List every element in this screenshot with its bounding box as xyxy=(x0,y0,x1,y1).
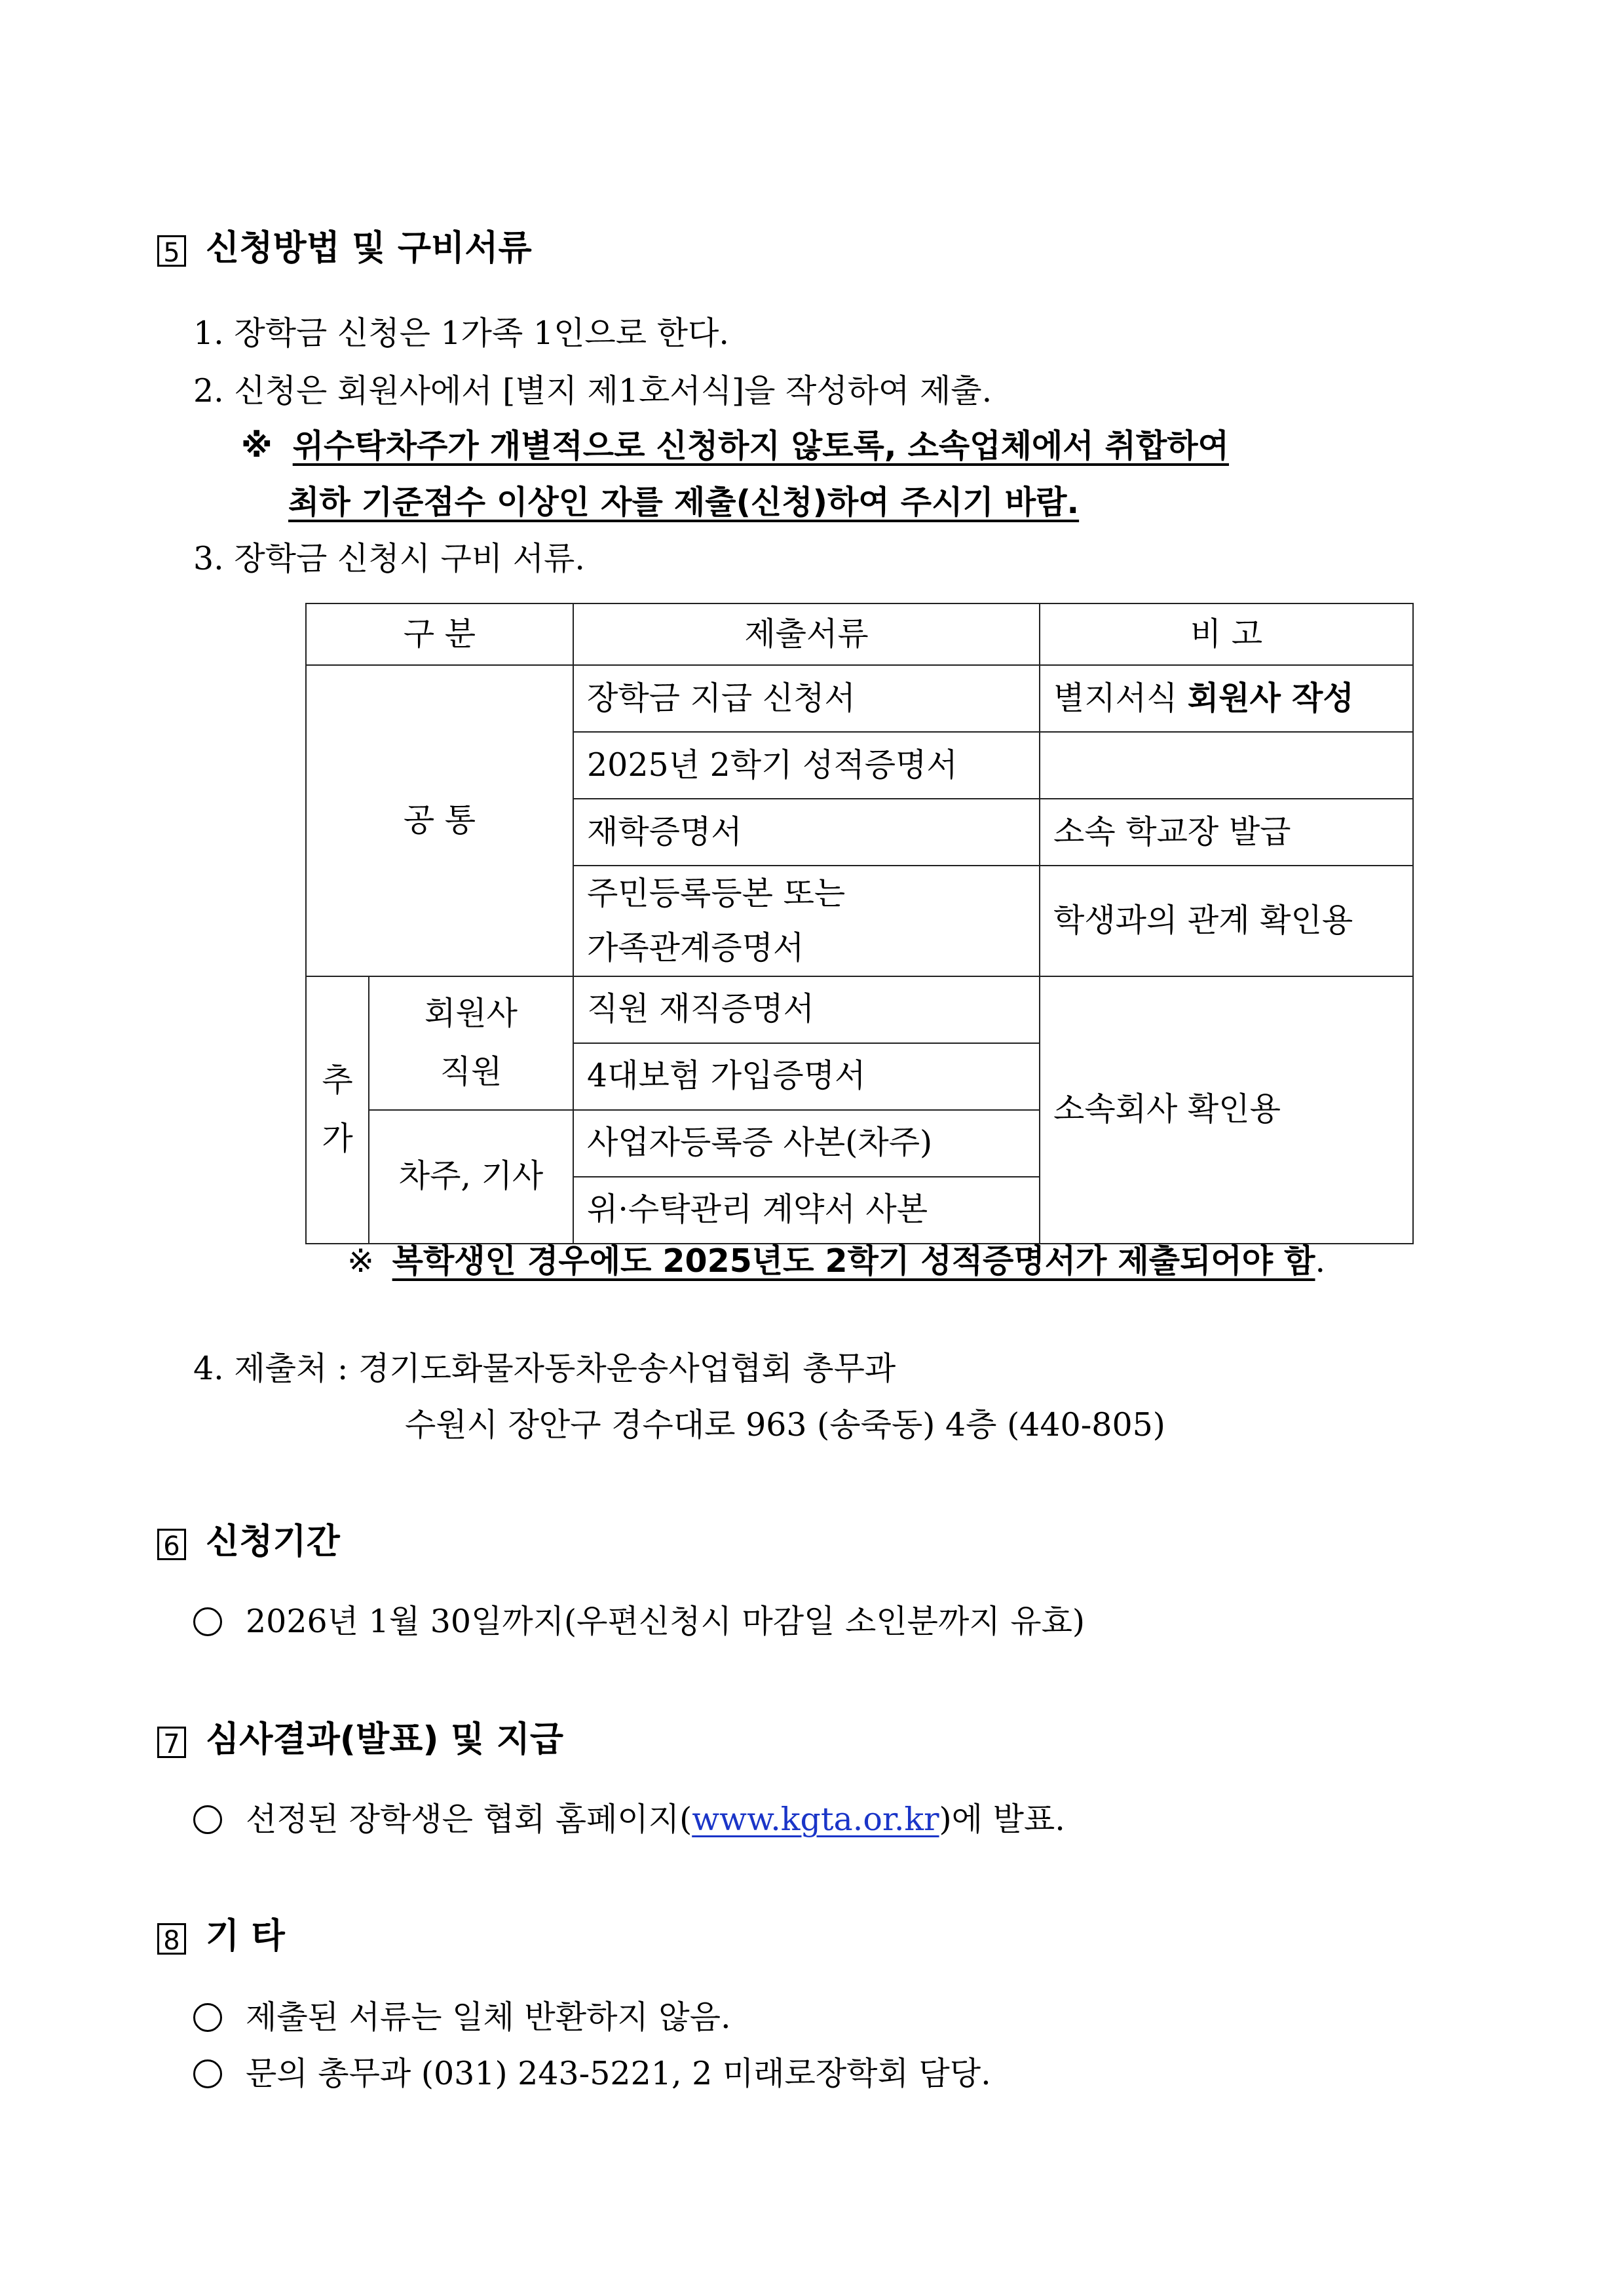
table-footnote: ※ 복학생인 경우에도 2025년도 2학기 성적증명서가 제출되어야 함. xyxy=(347,1242,1326,1280)
list-item: 선정된 장학생은 협회 홈페이지(www.kgta.or.kr)에 발표. xyxy=(193,1803,1065,1837)
extra-category-cell: 추 가 xyxy=(306,976,369,1244)
remark-cell: 소속 학교장 발급 xyxy=(1040,799,1413,866)
section-number-box: 7 xyxy=(157,1727,186,1758)
homepage-link[interactable]: www.kgta.or.kr xyxy=(692,1801,939,1838)
list-item: 1. 장학금 신청은 1가족 1인으로 한다. xyxy=(193,315,729,352)
header-documents: 제출서류 xyxy=(573,603,1040,665)
table-row xyxy=(306,976,1413,1043)
document-cell: 2025년 2학기 성적증명서 xyxy=(573,732,1040,799)
remark-cell: 학생과의 관계 확인용 xyxy=(1040,866,1413,976)
header-category: 구 분 xyxy=(306,603,573,665)
common-category-cell: 공 통 xyxy=(306,665,573,976)
notice-text: 위수탁차주가 개별적으로 신청하지 않토록, 소속업체에서 취합하여 xyxy=(292,427,1229,465)
list-item: 2026년 1월 30일까지(우편신청시 마감일 소인분까지 유효) xyxy=(193,1605,1085,1639)
list-item: 문의 총무과 (031) 243-5221, 2 미래로장학회 담당. xyxy=(193,2057,991,2091)
document-cell: 4대보험 가입증명서 xyxy=(573,1043,1040,1110)
remark-cell xyxy=(1040,732,1413,799)
circle-bullet-icon xyxy=(193,2003,222,2032)
document-cell: 주민등록등본 또는 가족관계증명서 xyxy=(573,866,1040,976)
list-item: 2. 신청은 회원사에서 [별지 제1호서식]을 작성하여 제출. xyxy=(193,372,992,410)
section-7-heading xyxy=(157,1719,564,1759)
document-cell: 위·수탁관리 계약서 사본 xyxy=(573,1177,1040,1244)
section-title: 심사결과(발표) 및 지급 xyxy=(206,1719,564,1759)
remark-cell: 별지서식 회원사 작성 xyxy=(1040,665,1413,732)
circle-bullet-icon xyxy=(193,1805,222,1834)
section-title: 기 타 xyxy=(206,1916,285,1956)
document-cell: 직원 재직증명서 xyxy=(573,976,1040,1043)
notice-text: 최하 기준점수 이상인 자를 제출(신청)하여 주시기 바람. xyxy=(288,484,1080,521)
section-number-box: 6 xyxy=(157,1529,186,1560)
section-number-box: 5 xyxy=(157,235,186,267)
circle-bullet-icon xyxy=(193,1607,222,1636)
member-staff-cell: 회원사 직원 xyxy=(369,976,573,1110)
section-8-heading xyxy=(157,1916,285,1956)
reference-mark: ※ xyxy=(241,427,273,465)
section-title: 신청방법 및 구비서류 xyxy=(206,228,532,268)
document-cell: 사업자등록증 사본(차주) xyxy=(573,1110,1040,1177)
header-remarks: 비 고 xyxy=(1040,603,1413,665)
table-row xyxy=(306,665,1413,732)
table-header-row xyxy=(306,603,1413,665)
notice-line xyxy=(241,427,1229,465)
section-5-heading xyxy=(157,228,532,268)
circle-bullet-icon xyxy=(193,2059,222,2088)
section-title: 신청기간 xyxy=(206,1521,340,1561)
list-item: 제출된 서류는 일체 반환하지 않음. xyxy=(193,2001,731,2035)
list-item: 3. 장학금 신청시 구비 서류. xyxy=(193,540,585,577)
document-cell: 장학금 지급 신청서 xyxy=(573,665,1040,732)
section-6-heading xyxy=(157,1521,340,1561)
footnote-text: 복학생인 경우에도 2025년도 2학기 성적증명서가 제출되어야 함 xyxy=(392,1242,1315,1280)
document-cell: 재학증명서 xyxy=(573,799,1040,866)
remark-cell: 소속회사 확인용 xyxy=(1040,976,1413,1244)
submission-place: 4. 제출처 : 경기도화물자동차운송사업협회 총무과 xyxy=(193,1350,896,1387)
reference-mark: ※ xyxy=(347,1242,375,1280)
submission-address: 수원시 장안구 경수대로 963 (송죽동) 4층 (440-805) xyxy=(405,1406,1165,1444)
section-number-box: 8 xyxy=(157,1923,186,1955)
owner-driver-cell: 차주, 기사 xyxy=(369,1110,573,1244)
required-documents-table xyxy=(305,603,1414,1244)
